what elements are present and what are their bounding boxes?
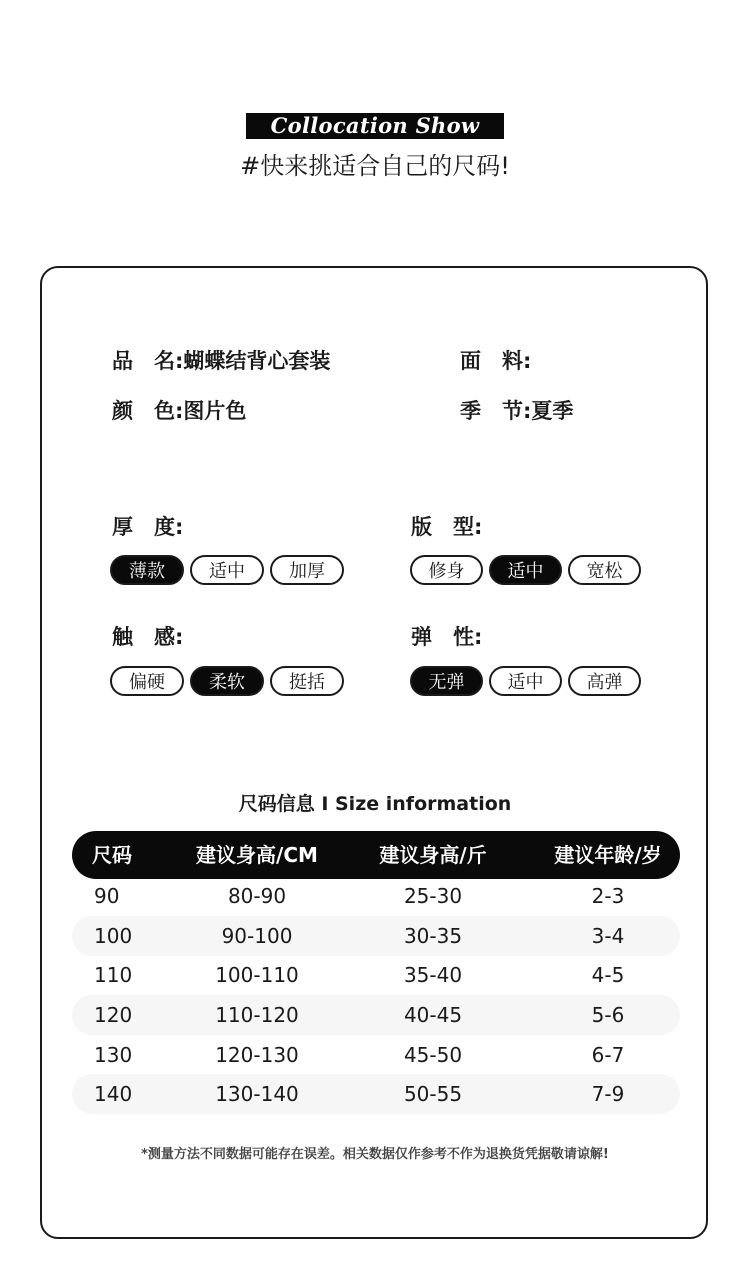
elasticity-options [410, 666, 641, 696]
collocation-show-banner: Collocation Show [246, 113, 504, 139]
touch-label: 触 感: [112, 625, 184, 649]
cell-height-cm: 90-100 [221, 924, 293, 948]
cell-size: 130 [94, 1043, 133, 1067]
color-label: 颜 色: [112, 399, 184, 423]
cell-age: 2-3 [591, 884, 625, 908]
elasticity-label: 弹 性: [411, 625, 483, 649]
size-table-heading: 尺码信息 I Size information [238, 793, 512, 815]
thickness-options [110, 555, 344, 585]
cell-weight-jin: 35-40 [403, 963, 463, 987]
subtitle: #快来挑适合自己的尺码! [240, 152, 510, 180]
column-header-size: 尺码 [92, 843, 132, 867]
cell-height-cm: 100-110 [215, 963, 299, 987]
cell-age: 4-5 [591, 963, 625, 987]
cell-height-cm: 130-140 [215, 1082, 299, 1106]
fit-options [410, 555, 641, 585]
elasticity-option: 高弹 [568, 666, 641, 696]
cell-weight-jin: 40-45 [403, 1003, 463, 1027]
measurement-disclaimer: *测量方法不同数据可能存在误差。相关数据仅作参考不作为退换货凭据敬请谅解! [141, 1147, 609, 1162]
cell-weight-jin: 25-30 [403, 884, 463, 908]
column-header-height-cm: 建议身高/CM [196, 843, 318, 867]
column-header-weight-jin: 建议身高/斤 [379, 843, 487, 867]
product-name-value: 蝴蝶结背心套装 [183, 349, 331, 373]
fit-label: 版 型: [411, 515, 483, 539]
cell-size: 90 [94, 884, 120, 908]
column-header-age: 建议年龄/岁 [554, 843, 662, 867]
product-name-label: 品 名: [112, 349, 184, 373]
season-label: 季 节: [460, 399, 532, 423]
cell-height-cm: 120-130 [215, 1043, 299, 1067]
fit-option: 宽松 [568, 555, 641, 585]
fabric-label: 面 料: [460, 349, 532, 373]
cell-height-cm: 110-120 [215, 1003, 299, 1027]
cell-size: 120 [94, 1003, 133, 1027]
thickness-option: 适中 [190, 555, 264, 585]
touch-option: 柔软 [190, 666, 264, 696]
color [112, 396, 246, 426]
color-value: 图片色 [183, 399, 247, 423]
touch-option: 挺括 [270, 666, 344, 696]
touch-options [110, 666, 344, 696]
cell-size: 110 [94, 963, 133, 987]
cell-age: 3-4 [591, 924, 625, 948]
elasticity-option: 无弹 [410, 666, 483, 696]
product-name [112, 346, 330, 376]
thickness-label: 厚 度: [112, 515, 184, 539]
table-row [72, 995, 680, 1035]
cell-weight-jin: 30-35 [403, 924, 463, 948]
size-table-header [72, 831, 680, 879]
elasticity-option: 适中 [489, 666, 562, 696]
thickness-option: 加厚 [270, 555, 344, 585]
table-row [72, 1074, 680, 1114]
fit-option: 适中 [489, 555, 562, 585]
season [460, 396, 573, 426]
cell-size: 140 [94, 1082, 133, 1106]
cell-weight-jin: 50-55 [403, 1082, 463, 1106]
cell-size: 100 [94, 924, 133, 948]
touch-option: 偏硬 [110, 666, 184, 696]
thickness-option: 薄款 [110, 555, 184, 585]
fit-option: 修身 [410, 555, 483, 585]
cell-age: 6-7 [591, 1043, 625, 1067]
cell-age: 7-9 [591, 1082, 625, 1106]
fabric [460, 346, 531, 376]
season-value: 夏季 [531, 399, 574, 423]
cell-age: 5-6 [591, 1003, 625, 1027]
cell-weight-jin: 45-50 [403, 1043, 463, 1067]
table-row [72, 955, 680, 995]
cell-height-cm: 80-90 [227, 884, 287, 908]
table-row [72, 876, 680, 916]
table-row [72, 1035, 680, 1075]
table-row [72, 916, 680, 956]
